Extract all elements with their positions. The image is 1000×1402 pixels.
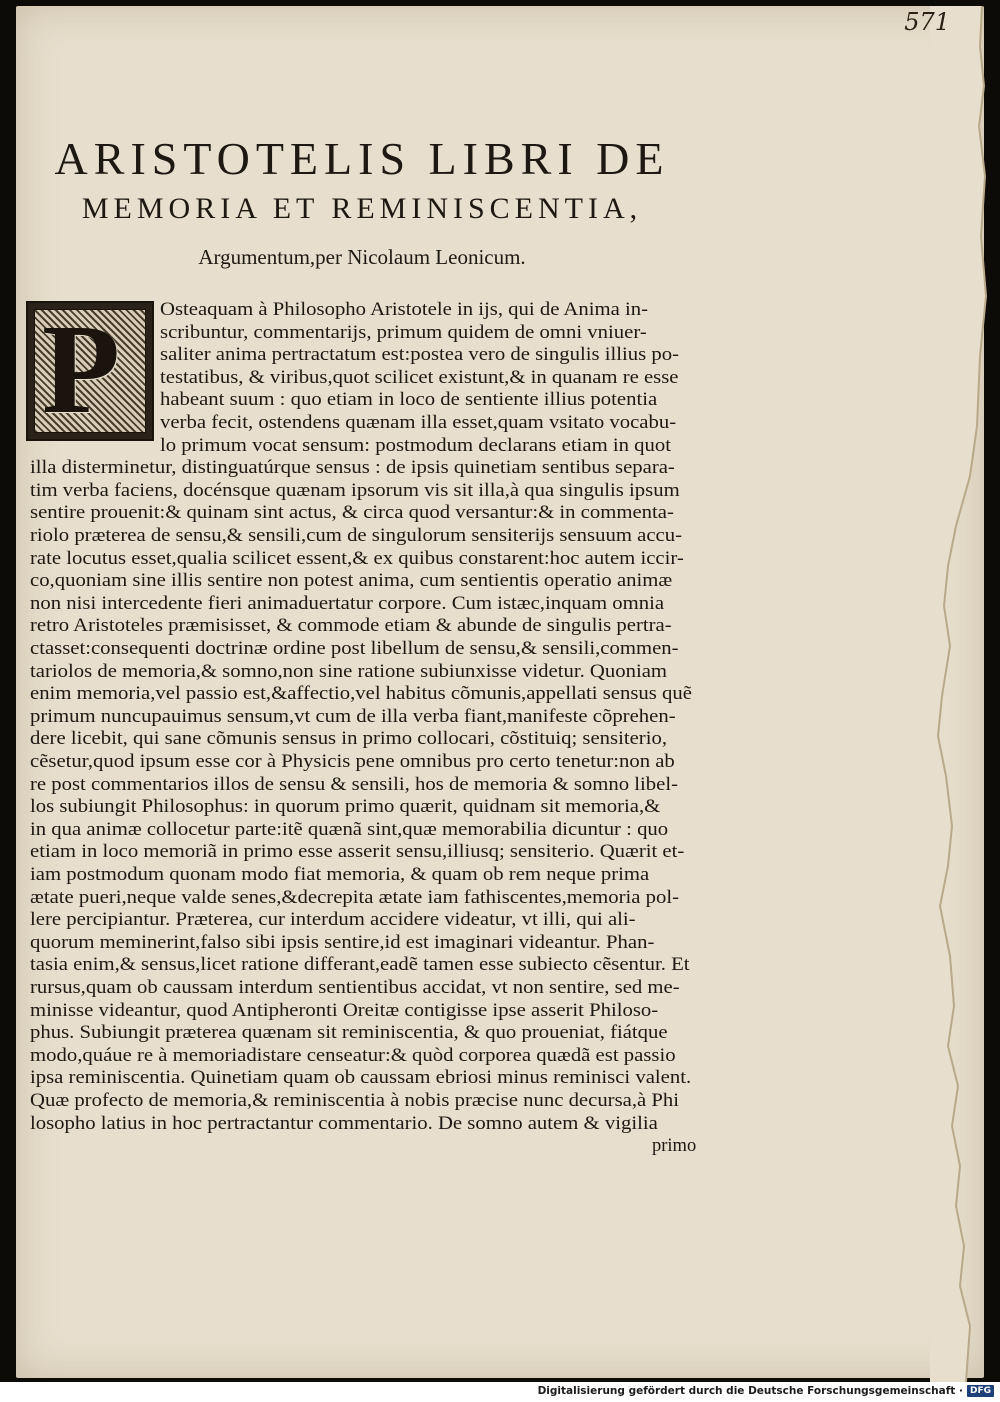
initial-letter: P [42,298,121,440]
body-line: etiam in loco memoriã in primo esse asserit sensu,illiusq; sensiterio. Quærit et- [30,842,685,863]
body-line: lere percipiantur. Præterea, cur interdum accidere videatur, vt illi, qui ali- [30,910,636,931]
body-line: co,quoniam sine illis sentire non potest anima, cum sentientis operatio animæ [30,571,673,592]
body-line: phus. Subiungit præterea quænam sit reminiscentia, & quo proueniat, fiátque [30,1023,668,1044]
dfg-logo: DFG [967,1385,994,1397]
body-line: primum nuncupauimus sensum,vt cum de illa verba fiant,manifeste cõprehen- [30,706,676,727]
body-line: testatibus, & viribus,quot scilicet existunt,& in quanam re esse [160,367,679,388]
body-line: illa disterminetur, distinguatúrque sensus : de ipsis quinetiam sentibus separa- [30,458,675,479]
footer-text: Digitalisierung gefördert durch die Deutsche Forschungsgemeinschaft · [537,1385,963,1397]
body-line: los subiungit Philosophus: in quorum primo quærit, quidnam sit memoria,& [30,797,661,818]
body-line: Osteaquam à Philosopho Aristotele in ijs, qui de Anima in- [160,300,649,320]
body-line: dere licebit, qui sane cõmunis sensus in primo collocari, cõstituiq; sensiterio, [30,729,668,750]
body-line: minisse videantur, quod Antipheronti Oreitæ contigisse ipse asserit Philoso- [30,1000,659,1021]
page-subtitle: MEMORIA ET REMINISCENTIA, [81,192,643,225]
body-line: verba fecit, ostendens quænam illa esset,quam vsitato vocabu- [160,413,677,433]
body-line: iam postmodum quonam modo fiat memoria, & quam ob rem neque prima [30,865,650,885]
body-line: rursus,quam ob caussam interdum sentientibus accidat, vt non sentire, sed me- [30,978,680,998]
page-title: ARISTOTELIS LIBRI DE [54,133,670,184]
body-line: ctasset:consequenti doctrinæ ordine post libellum de sensu,& sensili,commen- [30,639,679,659]
body-line: lo primum vocat sensum: postmodum declarans etiam in quot [160,435,672,456]
body-line: modo,quáue re à memoriadistare censeatur:& quòd corporea quædã est passio [30,1045,676,1066]
body-line: scribuntur, commentarijs, primum quidem de omni vniuer- [160,322,647,343]
body-line: tasia enim,& sensus,licet ratione differant,eadẽ tamen esse subiecto cẽsentur. Et [30,955,690,976]
argumentum-heading: Argumentum,per Nicolaum Leonicum. [198,245,526,269]
footer-credit [538,1385,994,1397]
body-line: retro Aristoteles præmisisset, & commode etiam & abunde de singulis pertra- [30,616,672,637]
torn-page-edge [930,6,1000,1382]
catchword: primo [652,1136,697,1157]
decorated-initial [26,298,154,441]
body-line: losopho latius in hoc pertractantur commentario. De somno autem & vigilia [30,1113,658,1134]
body-line: in qua animæ collocetur parte:itẽ quænã sint,quæ memorabilia dicuntur : quo [30,819,669,840]
body-line: tim verba faciens, docénsque quænam ipsorum vis sit illa,à qua singulis ipsum [30,480,680,501]
body-line: non nisi intercedente fieri animaduertatur corpore. Cum istæc,inquam omnia [30,593,665,614]
body-line: cẽsetur,quod ipsum esse cor à Physicis pene omnibus pro certo tenetur:non ab [30,752,675,772]
body-line: ipsa reminiscentia. Quinetiam quam ob caussam ebriosi minus reminisci valent. [30,1068,692,1089]
body-line: tariolos de memoria,& somno,non sine ratione subiunxisse videtur. Quoniam [30,661,668,682]
body-line: Quæ profecto de memoria,& reminiscentia à nobis præcise nunc decursa,à Phi [30,1091,680,1111]
body-line: quorum meminerint,falso sibi ipsis sentire,id est imaginari videantur. Phan- [30,932,655,953]
body-line: sentire prouenit:& quinam sint actus, & circa quod versantur:& in commenta- [30,503,674,524]
body-line: habeant suum : quo etiam in loco de sentiente illius potentia [160,390,658,411]
body-line: saliter anima pertractatum est:postea vero de singulis illius po- [160,345,680,366]
page-number: 571 [904,8,950,36]
body-line: rate locutus esset,qualia scilicet essent,& ex quibus constarent:hoc autem iccir- [30,548,684,569]
body-line: enim memoria,vel passio est,&affectio,vel habitus cõmunis,appellati sensus quẽ [30,684,692,705]
body-line: riolo præterea de sensu,& sensili,cum de singulorum sensiterijs sensuum accu- [30,526,682,546]
body-line: ætate pueri,neque valde senes,&decrepita ætate iam fathiscentes,memoria pol- [30,887,679,908]
body-line: re post commentarios illos de sensu & sensili, hos de memoria & somno libel- [30,774,678,795]
